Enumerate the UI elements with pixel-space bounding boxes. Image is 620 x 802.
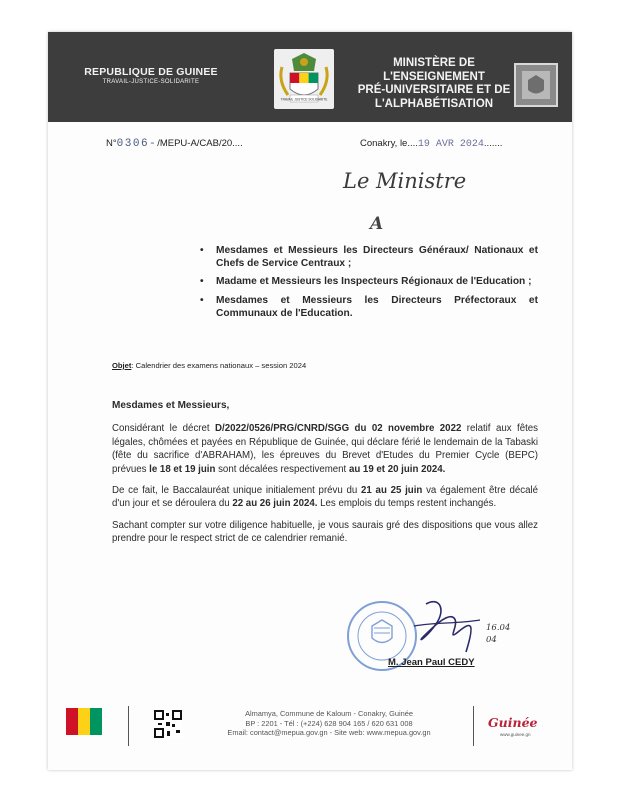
footer-address: Almamya, Commune de Kaloum - Conakry, Guinée BP : 2201 - Tél : (+224) 628 904 165 / 620 631 008 Email: contact@mepua.gov.gn - Site web: www.mepua.gov.gn [227,709,431,738]
recipients-list [200,244,538,325]
footer [48,698,572,770]
header-band [48,32,572,122]
ministry-seal-icon [514,63,558,107]
ministry-title [354,57,514,111]
coat-of-arms-text: TRAVAIL JUSTICE SOLIDARITE [280,97,328,102]
guinea-flag-icon [66,708,102,735]
letter-body [112,399,538,554]
guinee-logo: Guinée [488,715,538,730]
subject-text: : Calendrier des examens nationaux – session 2024 [131,361,307,370]
subject-line [112,361,306,370]
coat-of-arms-icon [270,45,338,113]
initial-date: 16.04 04 [486,623,511,645]
ref-prefix: N° [106,138,117,149]
bullet: • [200,245,204,256]
to-label: A [370,214,384,234]
salutation: Mesdames et Messieurs, [112,400,230,411]
signatory-name: M. Jean Paul CEDY [388,657,475,668]
ref-suffix: /MEPU-A/CAB/20.... [157,138,243,149]
date-stamp: 19 AVR 2024 [417,139,484,150]
footer-divider [128,706,129,746]
ministry-line: L'ALPHABÉTISATION [374,97,494,110]
recipient-item: • Mesdames et Messieurs les Directeurs Préfectoraux et Communaux de l'Education. [200,294,538,319]
reference-number [106,138,243,150]
republic-title: REPUBLIQUE DE GUINEE [84,66,218,78]
body-paragraph: Considérant le décret D/2022/0526/PRG/CNRD/SGG du 02 novembre 2022 relatif aux fêtes légales, chômées et payées en République de Guinée, qui déclare férié le lendemain de la Tabaski (fête du sacrifice d'ABRAHAM), les épreuves du Brevet d'Etudes du Premier Cycle (BEPC) prévues le 18 et 19 juin sont décalées respectivement au 19 et 20 juin 2024. [112,423,539,475]
handwritten-signature-icon [396,592,496,662]
subject-label: Objet [112,361,132,370]
republic-block [76,66,226,85]
bullet: • [200,276,204,288]
date-place: Conakry, le.... [360,138,418,149]
ministry-line: PRÉ-UNIVERSITAIRE ET DE [357,84,511,96]
body-paragraph: De ce fait, le Baccalauréat unique initialement prévu du 21 au 25 juin va également être décalé d'un jour et se déroulera du 22 au 26 juin 2024. Les emplois du temps restent inchangés. [112,485,539,510]
body-paragraph: Sachant compter sur votre diligence habituelle, je vous saurais gré des dispositions que vous allez prendre pour le respect strict de ce calendrier remanié. [112,519,538,545]
guinee-logo-url: www.guinee.gn [500,732,531,737]
footer-divider [473,706,474,746]
bullet: • [200,294,204,306]
ref-number: 0306- [116,138,158,150]
ministry-line: MINISTÈRE DE L'ENSEIGNEMENT [383,57,485,83]
qr-code-icon [154,710,182,738]
sender-title: Le Ministre [343,169,467,193]
recipient-item: • Madame et Messieurs les Inspecteurs Régionaux de l'Education ; [200,276,532,288]
letter-date: Conakry, le....19 AVR 2024....... [360,138,503,150]
recipient-item: • Mesdames et Messieurs les Directeurs Généraux/ Nationaux et Chefs de Service Centraux ; [200,245,538,270]
letter-page [48,32,572,770]
republic-motto: TRAVAIL-JUSTICE-SOLIDARITE [102,79,200,85]
